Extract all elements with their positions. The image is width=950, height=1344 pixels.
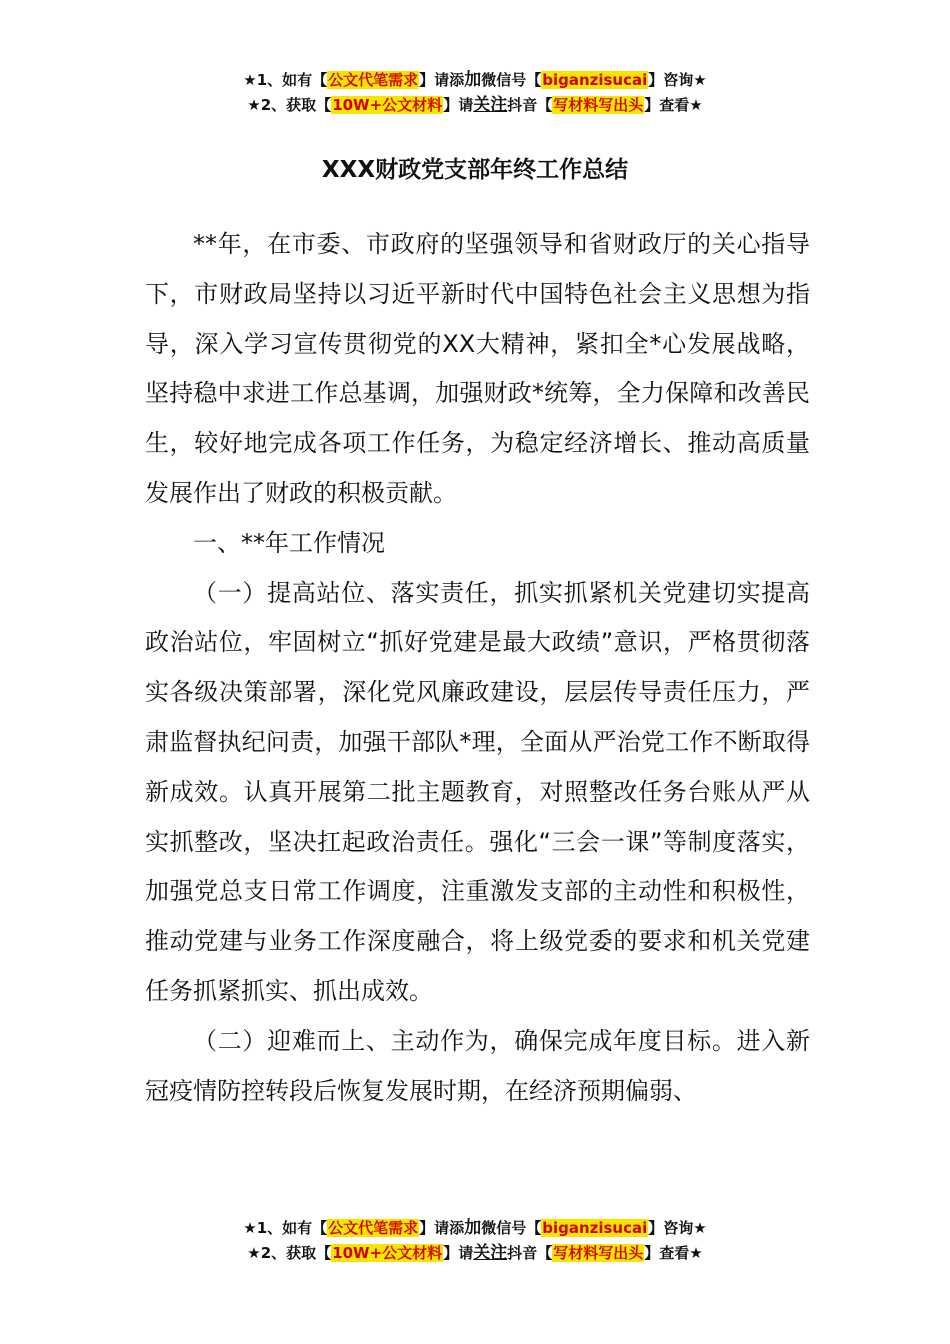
section-1-paragraph: （一）提高站位、落实责任，抓实抓紧机关党建切实提高政治站位，牢固树立“抓好党建是最大政绩”意识，严格贯彻落实各级决策部署，深化党风廉政建设，层层传导责任压力，严肃监督执纪问责，加强干部队*理，全面从严治党工作不断取得新成效。认真开展第二批主题教育，对照整改任务台账从严从实抓整改，坚决扛起政治责任。强化“三会一课”等制度落实，加强党总支日常工作调度，注重激发支部的主动性和积极性，推动党建与业务工作深度融合，将上级党委的要求和机关党建任务抓紧抓实、抓出成效。 [145, 578, 810, 1005]
footer-line-2: ★2、获取【10W+公文材料】请关注抖音【写材料写出头】查看★ [247, 1243, 703, 1263]
materials-highlight: 10W+公文材料 [332, 96, 443, 114]
wechat-id-highlight: biganzisucai [542, 1219, 648, 1237]
materials-highlight: 10W+公文材料 [332, 1244, 443, 1262]
intro-paragraph: **年，在市委、市政府的坚强领导和省财政厅的关心指导下，市财政局坚持以习近平新时代中国特色社会主义思想为指导，深入学习宣传贯彻党的XX大精神，紧扣全*心发展战略，坚持稳中求进工作总基调，加强财政*统筹，全力保障和改善民生，较好地完成各项工作任务，为稳定经济增长、推动高质量发展作出了财政的积极贡献。 [145, 230, 810, 507]
banner-line-1: ★1、如有【公文代笔需求】请添加微信号【biganzisucai】咨询★ [243, 70, 707, 90]
banner-line-2: ★2、获取【10W+公文材料】请关注抖音【写材料写出头】查看★ [247, 95, 703, 115]
service-highlight: 公文代笔需求 [328, 1219, 419, 1237]
section-heading: 一、**年工作情况 [193, 528, 385, 557]
wechat-id-highlight: biganzisucai [542, 71, 648, 89]
service-highlight: 公文代笔需求 [328, 71, 419, 89]
douyin-id-highlight: 写材料写出头 [553, 1244, 644, 1262]
header-banner [0, 68, 950, 118]
douyin-id-highlight: 写材料写出头 [553, 96, 644, 114]
document-body [145, 220, 810, 1116]
section-2-paragraph: （二）迎难而上、主动作为，确保完成年度目标。进入新冠疫情防控转段后恢复发展时期，在经济预期偏弱、 [145, 1026, 810, 1105]
footer-line-1: ★1、如有【公文代笔需求】请添加微信号【biganzisucai】咨询★ [243, 1218, 707, 1238]
document-title: XXX财政党支部年终工作总结 [321, 157, 629, 183]
footer-banner [0, 1216, 950, 1266]
